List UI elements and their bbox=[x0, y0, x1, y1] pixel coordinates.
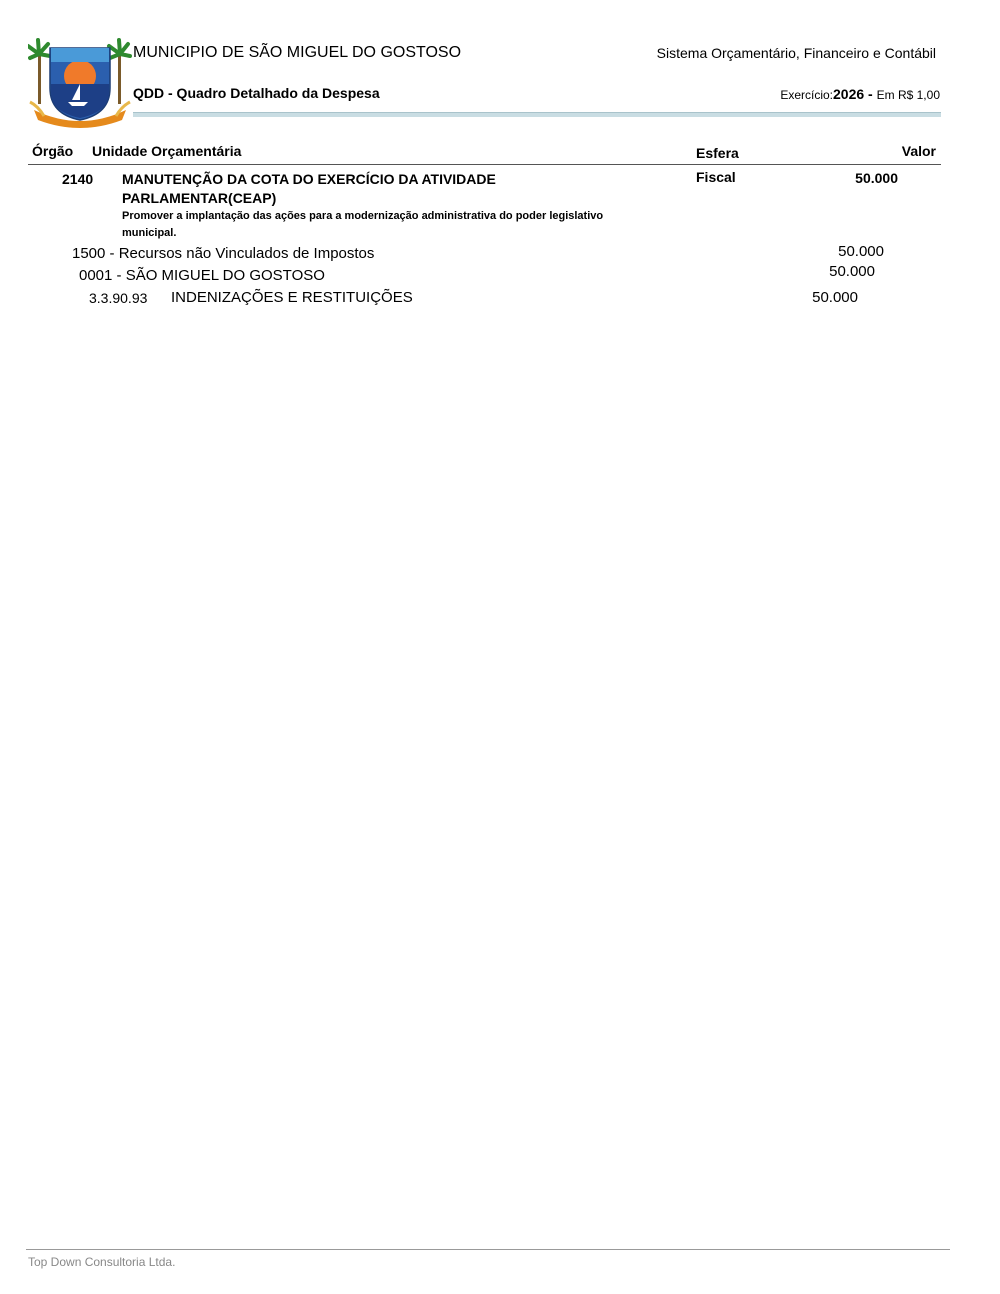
entry-description-line2: municipal. bbox=[122, 227, 177, 239]
header-divider bbox=[133, 112, 941, 117]
exercise-info bbox=[780, 86, 940, 102]
municipal-coat-of-arms-logo bbox=[28, 36, 132, 128]
natureza-label: INDENIZAÇÕES E RESTITUIÇÕES bbox=[171, 289, 413, 306]
entry-title-line1: MANUTENÇÃO DA COTA DO EXERCÍCIO DA ATIVIDADE bbox=[122, 171, 496, 187]
footer-company: Top Down Consultoria Ltda. bbox=[28, 1255, 176, 1269]
natureza-value: 50.000 bbox=[812, 289, 858, 306]
fonte-label: 1500 - Recursos não Vinculados de Impostos bbox=[72, 245, 375, 262]
fonte-value: 50.000 bbox=[838, 243, 884, 260]
column-header-unidade: Unidade Orçamentária bbox=[92, 143, 242, 159]
system-name: Sistema Orçamentário, Financeiro e Contábil bbox=[656, 45, 936, 61]
column-header-valor: Valor bbox=[901, 143, 936, 159]
footer-divider bbox=[26, 1249, 950, 1250]
entry-code: 2140 bbox=[62, 171, 94, 187]
unidade-value: 50.000 bbox=[829, 263, 875, 280]
report-title: QDD - Quadro Detalhado da Despesa bbox=[133, 85, 380, 101]
table-header-divider bbox=[28, 164, 941, 165]
column-header-esfera: Esfera bbox=[696, 145, 739, 161]
exercise-year: 2026 bbox=[833, 86, 865, 102]
exercise-separator: - bbox=[864, 86, 877, 102]
entry-valor: 50.000 bbox=[855, 170, 898, 186]
exercise-label: Exercício: bbox=[780, 88, 834, 102]
entry-description-line1: Promover a implantação das ações para a modernização administrativa do poder legislativo bbox=[122, 210, 604, 222]
entry-title-line2: PARLAMENTAR(CEAP) bbox=[122, 190, 277, 206]
natureza-code: 3.3.90.93 bbox=[89, 290, 148, 306]
column-header-orgao: Órgão bbox=[32, 143, 74, 159]
municipality-name: MUNICIPIO DE SÃO MIGUEL DO GOSTOSO bbox=[133, 44, 462, 61]
unidade-label: 0001 - SÃO MIGUEL DO GOSTOSO bbox=[79, 267, 325, 284]
entry-esfera: Fiscal bbox=[696, 169, 736, 185]
currency-note: Em R$ 1,00 bbox=[876, 88, 940, 102]
